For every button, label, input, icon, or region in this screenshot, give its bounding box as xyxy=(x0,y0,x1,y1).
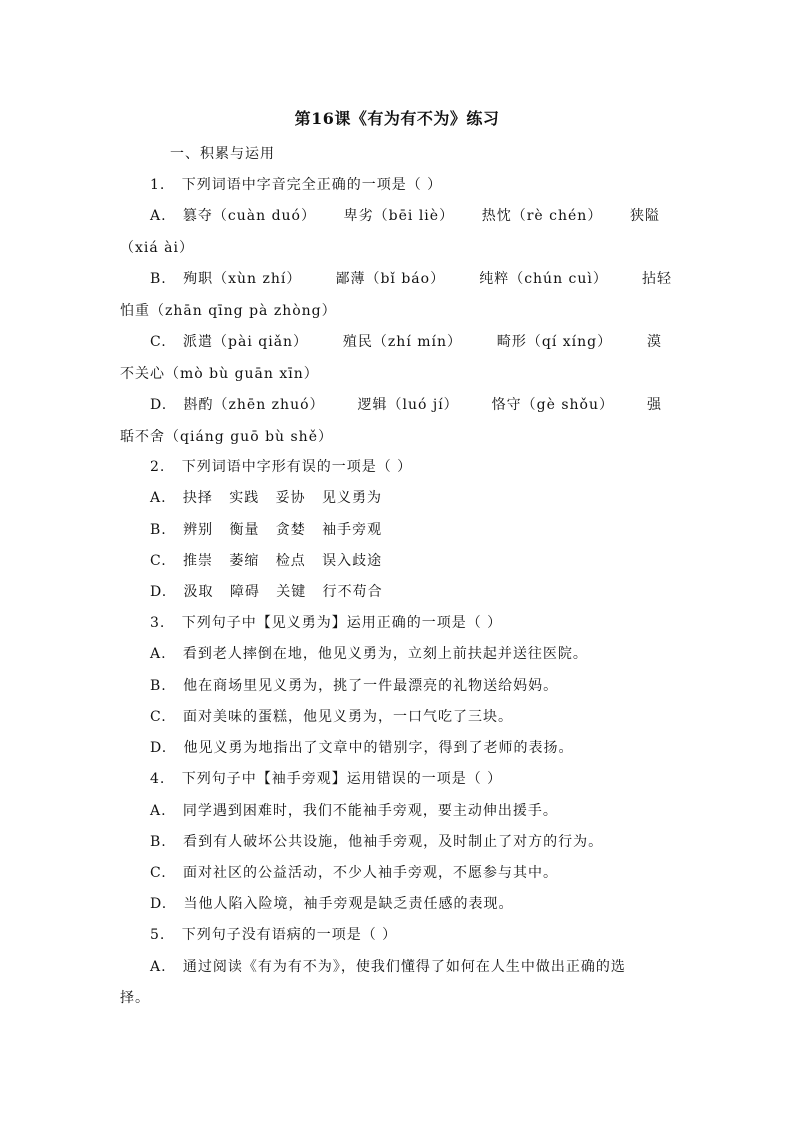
option-segment: 强 xyxy=(646,397,662,413)
question-2-option-d: D. 汲取 障碍 关键 行不苟合 xyxy=(150,584,383,600)
question-4-stem: 4. 下列句子中【袖手旁观】运用错误的一项是（ ） xyxy=(150,771,503,787)
option-segment: 狭隘 xyxy=(629,208,660,224)
question-4-option-a: A. 同学遇到困难时，我们不能袖手旁观，要主动伸出援手。 xyxy=(150,803,558,819)
option-segment: 拈轻 xyxy=(642,271,672,287)
question-2-stem: 2. 下列词语中字形有误的一项是（ ） xyxy=(150,459,413,475)
question-3-option-c: C. 面对美味的蛋糕，他见义勇为，一口气吃了三块。 xyxy=(150,709,514,725)
question-4-option-c: C. 面对社区的公益活动，不少人袖手旁观，不愿参与其中。 xyxy=(150,865,559,881)
option-segment: 鄙薄（bǐ báo） xyxy=(335,271,446,287)
question-1-option-d xyxy=(150,395,662,415)
question-1-option-c-cont: 不关心（mò bù guān xīn） xyxy=(120,366,319,382)
question-3-stem: 3. 下列句子中【见义勇为】运用正确的一项是（ ） xyxy=(150,615,503,631)
question-4-option-b: B. 看到有人破坏公共设施，他袖手旁观，及时制止了对方的行为。 xyxy=(150,834,604,850)
question-1-option-d-cont: 聒不舍（qiáng guō bù shě） xyxy=(120,429,333,445)
option-segment: 逻辑（luó jí） xyxy=(357,397,459,413)
question-3-option-b: B. 他在商场里见义勇为，挑了一件最漂亮的礼物送给妈妈。 xyxy=(150,678,559,694)
section-heading: 一、积累与运用 xyxy=(170,146,275,162)
question-1-option-c xyxy=(150,332,662,352)
question-5-option-a: A. 通过阅读《有为有不为》，使我们懂得了如何在人生中做出正确的选 xyxy=(150,959,626,975)
question-1-option-a xyxy=(150,206,660,226)
option-segment: 殖民（zhí mín） xyxy=(342,334,463,350)
option-segment: C. 派遣（pài qiǎn） xyxy=(150,334,309,350)
question-2-option-c: C. 推崇 萎缩 检点 误入歧途 xyxy=(150,553,383,569)
question-4-option-d: D. 当他人陷入险境，袖手旁观是缺乏责任感的表现。 xyxy=(150,896,514,912)
option-segment: D. 斟酌（zhēn zhuó） xyxy=(150,397,325,413)
option-segment: 畸形（qí xíng） xyxy=(496,334,613,350)
question-1-option-a-cont: （xiá ài） xyxy=(120,240,194,256)
option-segment: 恪守（gè shǒu） xyxy=(491,397,614,413)
question-2-option-a: A. 抉择 实践 妥协 见义勇为 xyxy=(150,490,382,506)
question-5-stem: 5. 下列句子没有语病的一项是（ ） xyxy=(150,927,398,943)
option-segment: B. 殉职（xùn zhí） xyxy=(150,271,302,287)
question-1-option-b-cont: 怕重（zhān qīng pà zhòng） xyxy=(120,303,337,319)
document-title: 第16课《有为有不为》练习 xyxy=(294,109,500,128)
option-segment: 漠 xyxy=(646,334,662,350)
option-segment: 纯粹（chún cuì） xyxy=(479,271,608,287)
question-3-option-a: A. 看到老人摔倒在地，他见义勇为，立刻上前扶起并送往医院。 xyxy=(150,646,588,662)
option-segment: 热忱（rè chén） xyxy=(481,208,603,224)
question-1-option-b xyxy=(150,269,672,289)
option-segment: A. 篡夺（cuàn duó） xyxy=(150,208,316,224)
question-5-option-a-cont: 择。 xyxy=(120,990,150,1006)
option-segment: 卑劣（bēi liè） xyxy=(343,208,455,224)
question-2-option-b: B. 辨别 衡量 贪婪 袖手旁观 xyxy=(150,522,383,538)
question-1-stem: 1. 下列词语中字音完全正确的一项是（ ） xyxy=(150,177,443,193)
question-3-option-d: D. 他见义勇为地指出了文章中的错别字，得到了老师的表扬。 xyxy=(150,740,574,756)
